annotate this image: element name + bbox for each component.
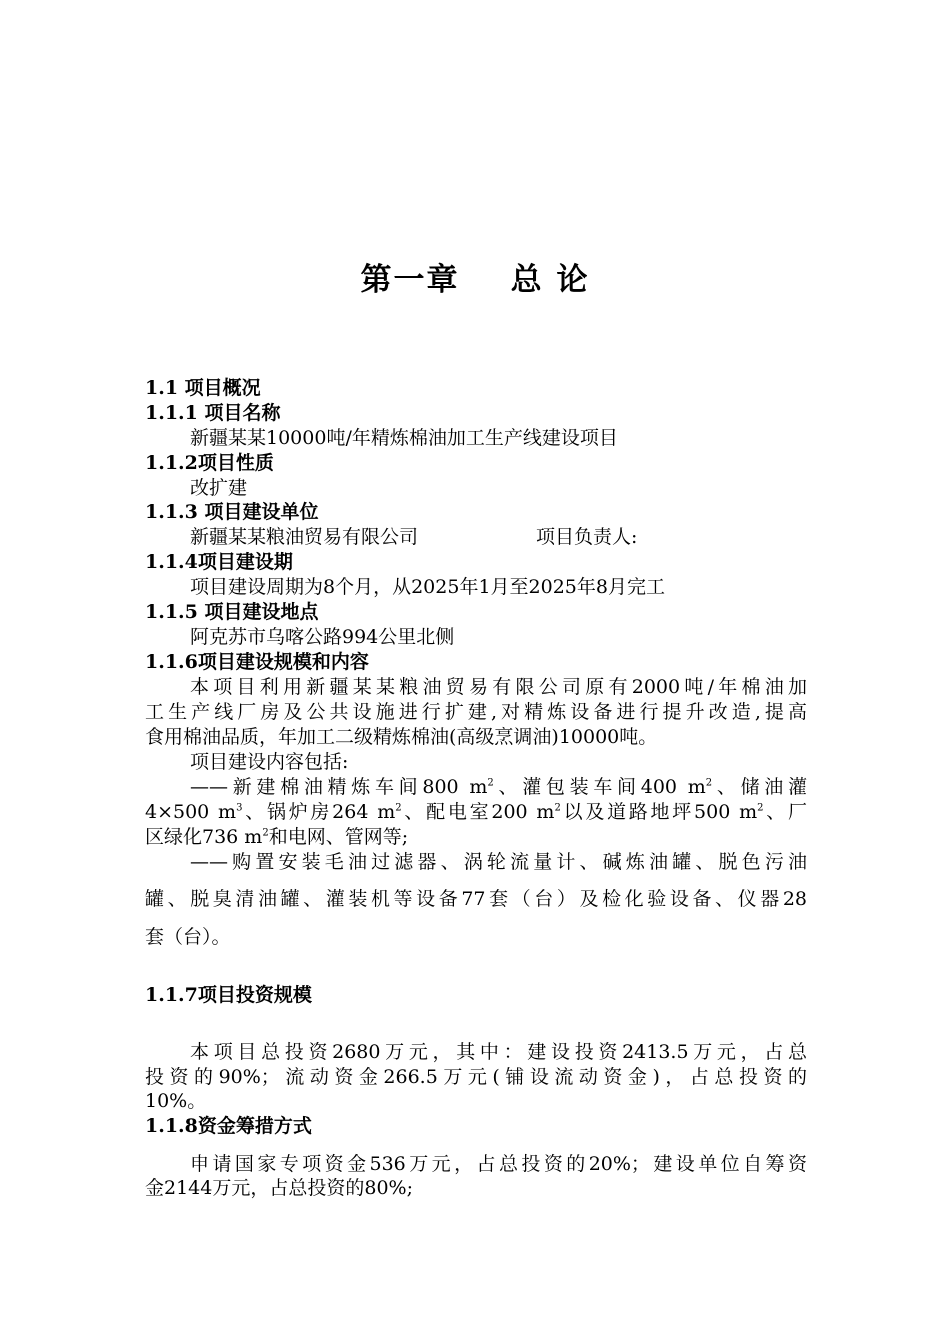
funding-paragraph-line: 申请国家专项资金536万元，占总投资的20%；建设单位自筹资 [190,1153,807,1175]
construction-location-text: 阿克苏市乌喀公路994公里北侧 [190,626,455,648]
section-heading-1-1-6: 1.1.6项目建设规模和内容 [145,651,369,673]
section-heading-1-1-8: 1.1.8资金筹措方式 [145,1115,312,1137]
scale-paragraph-line: 套（台）。 [145,926,231,948]
scale-paragraph-line: 罐、脱臭清油罐、灌装机等设备77套（台）及检化验设备、仪器28 [145,888,807,910]
investment-paragraph-line: 投资的90%；流动资金266.5万元(铺设流动资金)，占总投资的 [145,1066,807,1088]
project-nature-text: 改扩建 [190,477,248,499]
scale-paragraph-line: ——购置安装毛油过滤器、涡轮流量计、碱炼油罐、脱色污油 [190,851,807,873]
scale-paragraph-line: 区绿化736 $m^2$和电网、管网等; [145,826,409,848]
project-responsible-label: 项目负责人: [536,526,638,548]
section-heading-1-1: 1.1 项目概况 [145,377,261,399]
scale-paragraph-line: 4×500 $m^3$、锅炉房264 $m^2$、配电室200 $m^2$以及道路地坪500 $m^2$、厂 [145,801,807,823]
section-heading-1-1-7: 1.1.7项目投资规模 [145,984,312,1006]
scale-paragraph-line: ——新建棉油精炼车间800 $m^2$、灌包装车间400 $m^2$、储油灌 [190,776,807,798]
section-heading-1-1-2: 1.1.2项目性质 [145,452,274,474]
section-heading-1-1-3: 1.1.3 项目建设单位 [145,501,319,523]
construction-period-text: 项目建设周期为8个月，从2025年1月至2025年8月完工 [190,576,665,598]
scale-paragraph-line: 工生产线厂房及公共设施进行扩建,对精炼设备进行提升改造,提高 [145,701,807,723]
section-heading-1-1-1: 1.1.1 项目名称 [145,402,281,424]
section-heading-1-1-5: 1.1.5 项目建设地点 [145,601,319,623]
project-name-text: 新疆某某10000吨/年精炼棉油加工生产线建设项目 [190,427,618,449]
scale-paragraph-line: 项目建设内容包括: [190,751,349,773]
funding-paragraph-line: 金2144万元，占总投资的80%; [145,1177,413,1199]
investment-paragraph-line: 10%。 [145,1090,207,1112]
scale-paragraph-line: 食用棉油品质，年加工二级精炼棉油(高级烹调油)10000吨。 [145,726,658,748]
section-heading-1-1-4: 1.1.4项目建设期 [145,551,293,573]
chapter-title: 第一章 总 论 [360,262,590,298]
scale-paragraph-line: 本项目利用新疆某某粮油贸易有限公司原有2000吨/年棉油加 [190,676,807,698]
construction-unit-text: 新疆某某粮油贸易有限公司 [190,526,419,548]
investment-paragraph-line: 本项目总投资2680万元，其中：建设投资2413.5万元，占总 [190,1041,807,1063]
